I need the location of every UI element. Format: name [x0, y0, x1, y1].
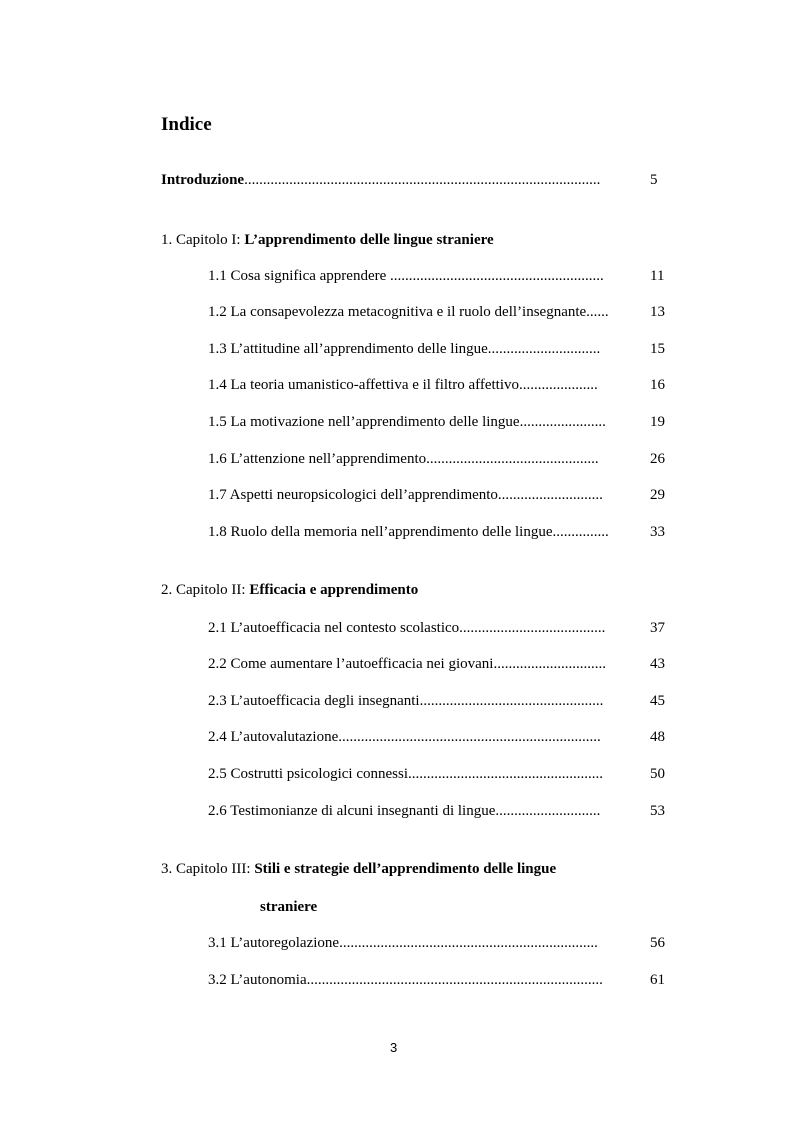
toc-page-number: 15 [650, 341, 665, 357]
toc-section-1-8: 1.8 Ruolo della memoria nell’apprendimento delle lingue............... [208, 524, 609, 540]
toc-page-number: 19 [650, 414, 665, 430]
toc-section-2-6: 2.6 Testimonianze di alcuni insegnanti di lingue............................ [208, 803, 601, 819]
chapter-prefix: 2. Capitolo II: [161, 582, 250, 598]
toc-page-number: 11 [650, 268, 665, 284]
toc-section-1-6: 1.6 L’attenzione nell’apprendimento.............................................. [208, 451, 599, 467]
toc-page-number: 26 [650, 451, 665, 467]
toc-leader-dots: ............................................................................................... [244, 172, 601, 188]
toc-section-1-4: 1.4 La teoria umanistico-affettiva e il filtro affettivo..................... [208, 377, 598, 393]
page-number: 3 [390, 1040, 398, 1055]
toc-section-2-4: 2.4 L’autovalutazione...................................................................... [208, 729, 601, 745]
toc-section-1-1: 1.1 Cosa significa apprendere ......................................................... [208, 268, 604, 284]
chapter-heading-2 [161, 580, 418, 600]
toc-title: Indice [161, 114, 212, 135]
chapter-heading-3 [161, 859, 556, 879]
toc-page-number: 16 [650, 377, 665, 393]
toc-page-number: 56 [650, 935, 665, 951]
toc-page-number: 33 [650, 524, 665, 540]
toc-entry-introduzione [161, 170, 600, 190]
toc-section-2-1: 2.1 L’autoefficacia nel contesto scolastico....................................... [208, 620, 606, 636]
toc-page-number: 53 [650, 803, 665, 819]
chapter-prefix: 3. Capitolo III: [161, 861, 255, 877]
chapter-title: Efficacia e apprendimento [249, 582, 419, 598]
toc-page-number: 45 [650, 693, 665, 709]
toc-section-1-2: 1.2 La consapevolezza metacognitiva e il ruolo dell’insegnante...... [208, 304, 609, 320]
toc-page-number: 5 [650, 172, 658, 188]
chapter-prefix: 1. Capitolo I: [161, 232, 245, 248]
toc-page-number: 13 [650, 304, 665, 320]
toc-page-number: 29 [650, 487, 665, 503]
toc-section-2-2: 2.2 Come aumentare l’autoefficacia nei giovani.............................. [208, 656, 606, 672]
toc-page-number: 43 [650, 656, 665, 672]
toc-page-number: 50 [650, 766, 665, 782]
toc-page-number: 37 [650, 620, 665, 636]
chapter-title: Stili e strategie dell’apprendimento delle lingue [254, 861, 557, 877]
toc-section-1-5: 1.5 La motivazione nell’apprendimento delle lingue....................... [208, 414, 606, 430]
toc-section-1-7: 1.7 Aspetti neuropsicologici dell’apprendimento............................ [208, 487, 603, 503]
toc-page-number: 48 [650, 729, 665, 745]
chapter-title-continuation: straniere [260, 899, 318, 915]
chapter-title: L’apprendimento delle lingue straniere [244, 232, 494, 248]
toc-section-2-5: 2.5 Costrutti psicologici connessi.................................................... [208, 766, 603, 782]
toc-section-2-3: 2.3 L’autoefficacia degli insegnanti................................................. [208, 693, 604, 709]
toc-page-number: 61 [650, 972, 665, 988]
toc-entry-label: Introduzione [161, 172, 245, 188]
toc-section-3-2: 3.2 L’autonomia............................................................................... [208, 972, 603, 988]
toc-section-1-3: 1.3 L’attitudine all’apprendimento delle lingue.............................. [208, 341, 601, 357]
chapter-heading-1 [161, 230, 494, 250]
toc-section-3-1: 3.1 L’autoregolazione..................................................................... [208, 935, 598, 951]
